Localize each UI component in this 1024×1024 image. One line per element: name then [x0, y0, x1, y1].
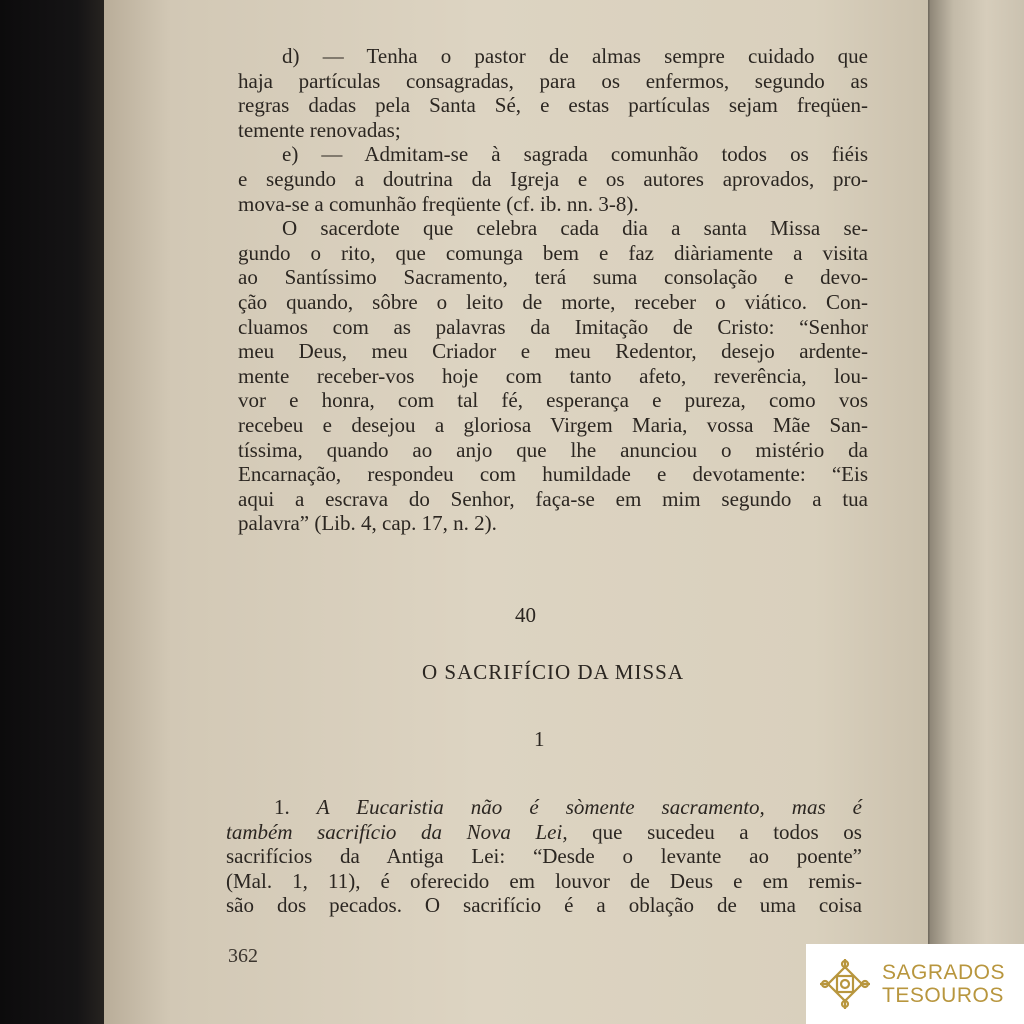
text-line: ao Santíssimo Sacramento, terá suma consolação e devo- — [238, 265, 868, 290]
text-line: ção quando, sôbre o leito de morte, receber o viático. Con- — [238, 289, 868, 314]
chapter-number: 40 — [515, 603, 536, 627]
text-line: aqui a escrava do Senhor, faça-se em mim segundo a tua — [238, 486, 868, 511]
logo-line: TESOUROS — [882, 984, 1004, 1007]
text-line — [226, 820, 862, 845]
text-line: tíssima, quando ao anjo que lhe anunciou o mistério da — [238, 437, 868, 462]
text-line: são dos pecados. O sacrifício é a oblação de uma coisa — [226, 893, 862, 918]
text-line: O sacerdote que celebra cada dia a santa Missa se- — [282, 216, 868, 241]
text-line: e) — Admitam-se à sagrada comunhão todos os fiéis — [282, 142, 868, 167]
chapter-title: O SACRIFÍCIO DA MISSA — [422, 660, 684, 684]
text-line: temente renovadas; — [238, 117, 401, 142]
page-number: 362 — [228, 945, 258, 967]
text-line — [226, 795, 862, 820]
section-paragraph — [226, 795, 862, 918]
text-line: d) — Tenha o pastor de almas sempre cuidado que — [282, 44, 868, 68]
text-line: e segundo a doutrina da Igreja e os autores aprovados, pro- — [238, 166, 868, 191]
text-line: sacrifícios da Antiga Lei: “Desde o levante ao poente” — [226, 844, 862, 869]
paragraph-d — [238, 44, 868, 142]
text-line: (Mal. 1, 11), é oferecido em louvor de Deus e em remis- — [226, 868, 862, 893]
text-line: mente receber-vos hoje com tanto afeto, reverência, lou- — [238, 363, 868, 388]
paragraph-e — [238, 142, 868, 216]
text-line: gundo o rito, que comunga bem e faz diàriamente a visita — [238, 240, 868, 265]
text-line: Encarnação, respondeu com humildade e devotamente: “Eis — [238, 462, 868, 487]
text-line: cluamos com as palavras da Imitação de Cristo: “Senhor — [238, 314, 868, 339]
facing-page — [930, 0, 1024, 1024]
text-line: vor e honra, com tal fé, esperança e pureza, como vos — [238, 388, 868, 413]
watermark-logo — [806, 944, 1024, 1024]
italic-text: também sacrifício da Nova Lei, — [226, 819, 568, 844]
text-line: recebeu e desejou a gloriosa Virgem Maria, vossa Mãe San- — [238, 412, 868, 437]
book-edge-shadow — [0, 0, 110, 1024]
text-line: mova-se a comunhão freqüente (cf. ib. nn. 3-8). — [238, 191, 639, 216]
italic-text: A Eucaristia não é sòmente sacramento, mas é — [316, 795, 863, 819]
text-line: haja partículas consagradas, para os enfermos, segundo as — [238, 68, 868, 93]
text-line: meu Deus, meu Criador e meu Redentor, desejo ardente- — [238, 339, 868, 364]
page-body-text — [238, 44, 868, 536]
paragraph-lead-number: 1. — [274, 795, 290, 819]
text-line: regras dadas pela Santa Sé, e estas partículas sejam freqüen- — [238, 93, 868, 118]
logo-text — [882, 961, 1005, 1007]
plain-text: que sucedeu a todos os — [567, 819, 862, 844]
paragraph-sacerdote — [238, 216, 868, 536]
ornament-icon — [818, 957, 872, 1011]
logo-line: SAGRADOS — [882, 961, 1006, 984]
text-line: palavra” (Lib. 4, cap. 17, n. 2). — [238, 511, 497, 536]
section-number: 1 — [534, 727, 545, 751]
